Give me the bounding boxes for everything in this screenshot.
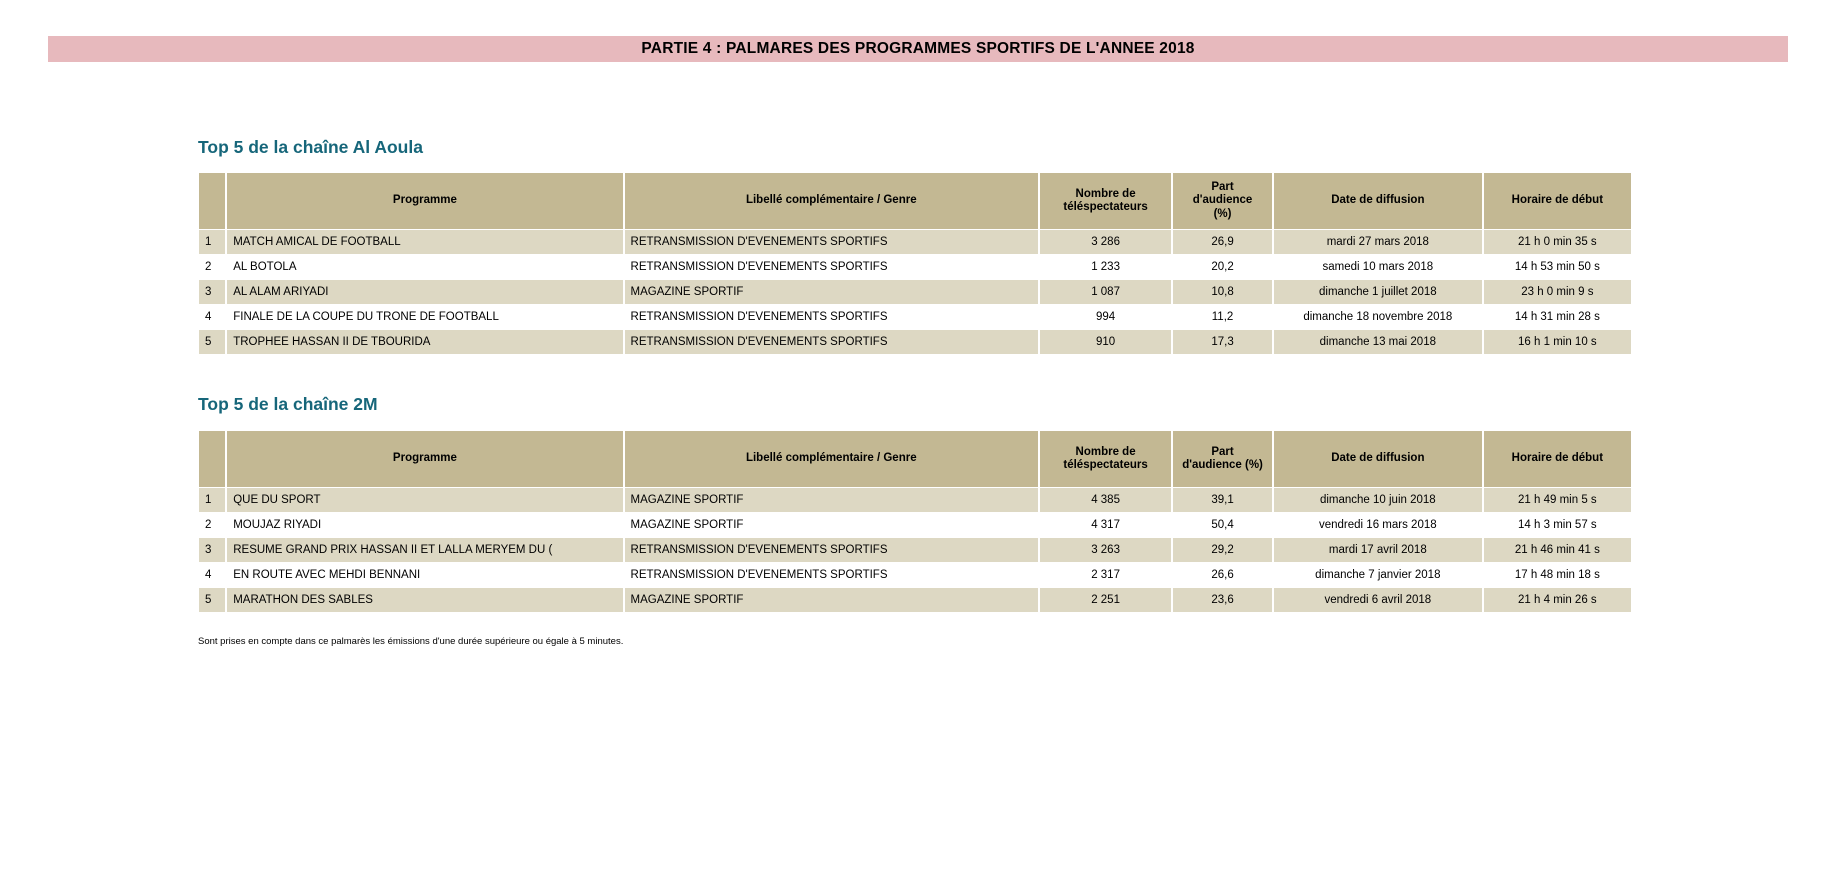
cell-date: dimanche 1 juillet 2018 bbox=[1274, 280, 1482, 304]
cell-start-time: 21 h 46 min 41 s bbox=[1484, 538, 1631, 562]
column-header-share-line1: Part bbox=[1211, 181, 1234, 194]
column-header-share bbox=[1173, 173, 1272, 229]
table-2m-wrap bbox=[197, 430, 1633, 613]
table-row bbox=[199, 255, 1631, 279]
cell-genre: RETRANSMISSION D'EVENEMENTS SPORTIFS bbox=[625, 538, 1038, 562]
cell-share: 39,1 bbox=[1173, 488, 1272, 512]
cell-rank: 1 bbox=[199, 230, 225, 254]
cell-start-time: 23 h 0 min 9 s bbox=[1484, 280, 1631, 304]
cell-rank: 2 bbox=[199, 255, 225, 279]
cell-start-time: 16 h 1 min 10 s bbox=[1484, 330, 1631, 354]
table-row bbox=[199, 513, 1631, 537]
cell-genre: RETRANSMISSION D'EVENEMENTS SPORTIFS bbox=[625, 563, 1038, 587]
cell-programme: MOUJAZ RIYADI bbox=[227, 513, 622, 537]
page-title: PARTIE 4 : PALMARES DES PROGRAMMES SPORTIFS DE L'ANNEE 2018 bbox=[641, 40, 1195, 57]
table-row bbox=[199, 230, 1631, 254]
cell-share: 26,9 bbox=[1173, 230, 1272, 254]
table-row bbox=[199, 330, 1631, 354]
column-header-rank bbox=[199, 173, 225, 229]
cell-genre: MAGAZINE SPORTIF bbox=[625, 513, 1038, 537]
cell-viewers: 4 317 bbox=[1040, 513, 1171, 537]
cell-viewers: 1 087 bbox=[1040, 280, 1171, 304]
section-title-2m: Top 5 de la chaîne 2M bbox=[198, 394, 378, 414]
cell-rank: 1 bbox=[199, 488, 225, 512]
column-header-date: Date de diffusion bbox=[1274, 431, 1482, 487]
cell-start-time: 14 h 31 min 28 s bbox=[1484, 305, 1631, 329]
cell-programme: TROPHEE HASSAN II DE TBOURIDA bbox=[227, 330, 622, 354]
cell-start-time: 21 h 0 min 35 s bbox=[1484, 230, 1631, 254]
cell-date: dimanche 10 juin 2018 bbox=[1274, 488, 1482, 512]
table-row bbox=[199, 563, 1631, 587]
cell-viewers: 994 bbox=[1040, 305, 1171, 329]
table-2m bbox=[197, 430, 1633, 613]
cell-share: 50,4 bbox=[1173, 513, 1272, 537]
cell-date: vendredi 16 mars 2018 bbox=[1274, 513, 1482, 537]
cell-programme: EN ROUTE AVEC MEHDI BENNANI bbox=[227, 563, 622, 587]
cell-viewers: 910 bbox=[1040, 330, 1171, 354]
table-al-aoula bbox=[197, 172, 1633, 355]
cell-genre: RETRANSMISSION D'EVENEMENTS SPORTIFS bbox=[625, 305, 1038, 329]
table-row bbox=[199, 488, 1631, 512]
cell-date: vendredi 6 avril 2018 bbox=[1274, 588, 1482, 612]
cell-genre: MAGAZINE SPORTIF bbox=[625, 280, 1038, 304]
table-row bbox=[199, 538, 1631, 562]
cell-genre: RETRANSMISSION D'EVENEMENTS SPORTIFS bbox=[625, 255, 1038, 279]
cell-genre: MAGAZINE SPORTIF bbox=[625, 488, 1038, 512]
cell-share: 17,3 bbox=[1173, 330, 1272, 354]
column-header-date: Date de diffusion bbox=[1274, 173, 1482, 229]
column-header-programme: Programme bbox=[227, 173, 622, 229]
column-header-share-line2: d'audience (%) bbox=[1182, 459, 1263, 471]
cell-share: 29,2 bbox=[1173, 538, 1272, 562]
cell-rank: 4 bbox=[199, 563, 225, 587]
column-header-viewers-line1: Nombre de bbox=[1075, 187, 1136, 200]
cell-genre: RETRANSMISSION D'EVENEMENTS SPORTIFS bbox=[625, 230, 1038, 254]
cell-programme: FINALE DE LA COUPE DU TRONE DE FOOTBALL bbox=[227, 305, 622, 329]
column-header-start-time: Horaire de début bbox=[1484, 431, 1631, 487]
cell-share: 11,2 bbox=[1173, 305, 1272, 329]
column-header-viewers bbox=[1040, 173, 1171, 229]
column-header-share-line2: d'audience bbox=[1192, 194, 1253, 207]
column-header-share bbox=[1173, 431, 1272, 487]
cell-rank: 5 bbox=[199, 330, 225, 354]
column-header-viewers-line1: Nombre de bbox=[1075, 445, 1136, 458]
cell-start-time: 14 h 3 min 57 s bbox=[1484, 513, 1631, 537]
cell-genre: RETRANSMISSION D'EVENEMENTS SPORTIFS bbox=[625, 330, 1038, 354]
cell-date: dimanche 7 janvier 2018 bbox=[1274, 563, 1482, 587]
cell-viewers: 2 317 bbox=[1040, 563, 1171, 587]
table-row bbox=[199, 280, 1631, 304]
cell-share: 20,2 bbox=[1173, 255, 1272, 279]
column-header-genre: Libellé complémentaire / Genre bbox=[625, 431, 1038, 487]
cell-start-time: 21 h 4 min 26 s bbox=[1484, 588, 1631, 612]
column-header-genre: Libellé complémentaire / Genre bbox=[625, 173, 1038, 229]
cell-rank: 4 bbox=[199, 305, 225, 329]
cell-rank: 3 bbox=[199, 280, 225, 304]
column-header-share-line1: Part bbox=[1211, 445, 1234, 458]
cell-genre: MAGAZINE SPORTIF bbox=[625, 588, 1038, 612]
cell-programme: MARATHON DES SABLES bbox=[227, 588, 622, 612]
cell-viewers: 3 263 bbox=[1040, 538, 1171, 562]
cell-programme: QUE DU SPORT bbox=[227, 488, 622, 512]
cell-viewers: 2 251 bbox=[1040, 588, 1171, 612]
cell-share: 23,6 bbox=[1173, 588, 1272, 612]
table-al-aoula-wrap bbox=[197, 172, 1633, 355]
column-header-rank bbox=[199, 431, 225, 487]
cell-start-time: 14 h 53 min 50 s bbox=[1484, 255, 1631, 279]
cell-viewers: 1 233 bbox=[1040, 255, 1171, 279]
cell-date: dimanche 13 mai 2018 bbox=[1274, 330, 1482, 354]
cell-rank: 2 bbox=[199, 513, 225, 537]
cell-start-time: 21 h 49 min 5 s bbox=[1484, 488, 1631, 512]
cell-date: dimanche 18 novembre 2018 bbox=[1274, 305, 1482, 329]
column-header-viewers-line2: téléspectateurs bbox=[1063, 201, 1148, 213]
cell-date: mardi 17 avril 2018 bbox=[1274, 538, 1482, 562]
cell-programme: AL ALAM ARIYADI bbox=[227, 280, 622, 304]
cell-viewers: 4 385 bbox=[1040, 488, 1171, 512]
table-header-row bbox=[199, 431, 1631, 487]
cell-rank: 5 bbox=[199, 588, 225, 612]
cell-date: samedi 10 mars 2018 bbox=[1274, 255, 1482, 279]
section-title-al-aoula: Top 5 de la chaîne Al Aoula bbox=[198, 137, 423, 157]
table-row bbox=[199, 305, 1631, 329]
cell-programme: AL BOTOLA bbox=[227, 255, 622, 279]
cell-viewers: 3 286 bbox=[1040, 230, 1171, 254]
column-header-share-line3: (%) bbox=[1213, 207, 1232, 220]
table-row bbox=[199, 588, 1631, 612]
page-banner bbox=[48, 36, 1788, 62]
cell-programme: MATCH AMICAL DE FOOTBALL bbox=[227, 230, 622, 254]
cell-share: 10,8 bbox=[1173, 280, 1272, 304]
footnote: Sont prises en compte dans ce palmarès les émissions d'une durée supérieure ou égale à 5 minutes. bbox=[198, 636, 624, 647]
cell-start-time: 17 h 48 min 18 s bbox=[1484, 563, 1631, 587]
cell-rank: 3 bbox=[199, 538, 225, 562]
table-header-row bbox=[199, 173, 1631, 229]
cell-programme: RESUME GRAND PRIX HASSAN II ET LALLA MERYEM DU ( bbox=[227, 538, 622, 562]
cell-share: 26,6 bbox=[1173, 563, 1272, 587]
column-header-start-time: Horaire de début bbox=[1484, 173, 1631, 229]
column-header-viewers-line2: téléspectateurs bbox=[1063, 459, 1148, 471]
column-header-viewers bbox=[1040, 431, 1171, 487]
column-header-programme: Programme bbox=[227, 431, 622, 487]
cell-date: mardi 27 mars 2018 bbox=[1274, 230, 1482, 254]
